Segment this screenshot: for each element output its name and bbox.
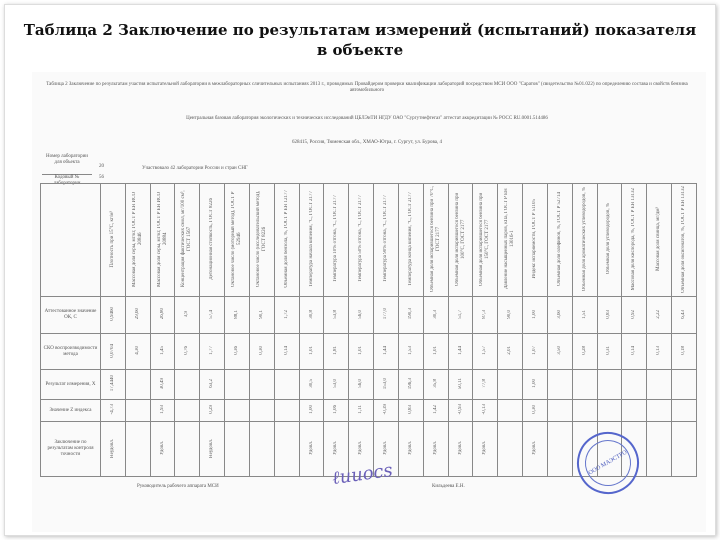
column-header: [473, 184, 498, 297]
column-header: [274, 184, 299, 297]
column-header-text: Температура 50% отгона, °С, ГОСТ 2177: [358, 195, 364, 283]
cell-value: 0,83: [606, 309, 612, 319]
column-header-text: Объемная доля испарившегося бензина при 150°С, ГОСТ 2177: [479, 192, 491, 286]
cell-value: 30,8: [308, 309, 314, 319]
table-cell: [349, 400, 374, 422]
table-cell: [225, 422, 250, 477]
cell-value: Удовл.: [333, 441, 339, 455]
cell-value: Удовл.: [531, 441, 537, 455]
table-cell: [597, 297, 622, 334]
table-cell: [473, 422, 498, 477]
table-cell: [175, 370, 200, 400]
column-header-text: Массовая доля серы, мг/кг, ГОСТ Р ЕН ИСО 20846: [131, 191, 143, 287]
cell-value: 56,0: [358, 379, 364, 388]
table-cell: [299, 370, 324, 400]
cell-value: 1,57: [482, 346, 488, 355]
cell-value: 0,83: [407, 405, 413, 414]
cell-value: Удовл.: [383, 441, 389, 455]
column-header-text: Массовая доля кислорода, %, ГОСТ Р ЕН 13132: [631, 187, 637, 291]
cell-value: 0,31: [606, 346, 612, 355]
table-cell: [175, 400, 200, 422]
table-cell: [547, 370, 572, 400]
column-header-text: Детонационная стойкость, ГОСТ 8226: [209, 198, 215, 280]
signature: ℓuuocs: [330, 459, 395, 490]
table-cell: [647, 400, 672, 422]
table-cell: [647, 422, 672, 477]
stamp-text: ООО МАЭСТРО: [587, 449, 629, 477]
table-cell: [249, 334, 274, 370]
table-cell: [572, 297, 597, 334]
table-cell: [101, 400, 126, 422]
table-cell: [324, 334, 349, 370]
cell-value: 0,18: [681, 346, 687, 355]
cell-value: Удовл.: [159, 441, 165, 455]
row-label: Значение Z индекса: [41, 400, 101, 422]
table-cell: [473, 334, 498, 370]
cell-value: 90,0: [507, 309, 513, 319]
table-cell: [398, 370, 423, 400]
table-cell: [324, 297, 349, 334]
cell-value: 1,07: [531, 346, 537, 355]
table-cell: [225, 370, 250, 400]
table-cell: [448, 334, 473, 370]
table-cell: [498, 422, 523, 477]
cell-value: Удовл.: [358, 441, 364, 455]
table-cell: [299, 334, 324, 370]
cell-value: -0,39: [383, 404, 389, 415]
table-cell: [249, 422, 274, 477]
table-cell: [398, 297, 423, 334]
cell-value: -4,73: [109, 404, 115, 415]
table-cell: [274, 370, 299, 400]
cell-value: 1,44: [383, 346, 389, 355]
cell-value: 3,9: [184, 310, 190, 318]
lab-code: 56: [99, 175, 104, 180]
cell-value: 153,0: [383, 377, 389, 390]
table-cell: [647, 334, 672, 370]
table-cell: [597, 400, 622, 422]
table-cell: [200, 400, 225, 422]
table-cell: [572, 334, 597, 370]
table-row: [41, 297, 697, 334]
column-header: [101, 184, 126, 297]
row-label: Аттестованное значение ОК, С: [41, 297, 101, 334]
table-cell: [299, 422, 324, 477]
lab-number-label: Номер лаборатории для объекта: [46, 154, 88, 165]
cell-value: 0,9460: [109, 307, 115, 321]
table-cell: [547, 334, 572, 370]
table-cell: [274, 422, 299, 477]
table-cell: [672, 422, 697, 477]
cell-value: 0,76: [184, 346, 190, 355]
cell-value: 1,11: [358, 405, 364, 414]
column-header-text: Объемная доля испарившегося бензина при 100°С, ГОСТ 2177: [454, 192, 466, 286]
table-cell: [547, 400, 572, 422]
table-cell: [622, 400, 647, 422]
table-cell: [125, 400, 150, 422]
table-cell: [200, 370, 225, 400]
column-header: [448, 184, 473, 297]
table-cell: [547, 297, 572, 334]
column-header: [622, 184, 647, 297]
cell-value: 2,22: [656, 309, 662, 319]
cell-value: -0,93: [457, 404, 463, 415]
slide-title: Таблица 2 Заключение по результатам измерений (испытаний) показателя в объекте: [23, 21, 697, 59]
column-header-text: Температура 90% отгона, °С, ГОСТ 2177: [383, 195, 389, 283]
table-cell: [523, 400, 548, 422]
column-header-text: Температура 10% отгона, °С, ГОСТ 2177: [333, 195, 339, 283]
header-corner: [41, 184, 101, 297]
table-cell: [473, 400, 498, 422]
column-header: [672, 184, 697, 297]
column-header: [249, 184, 274, 297]
table-cell: [672, 400, 697, 422]
table-cell: [125, 370, 150, 400]
column-header: [597, 184, 622, 297]
cell-value: 3,60: [556, 309, 562, 319]
cell-value: 1,00: [531, 379, 537, 388]
signer-name: Кильдеева Е.Н.: [432, 484, 465, 489]
table-cell: [200, 422, 225, 477]
cell-value: -0,13: [482, 404, 488, 415]
table-cell: [349, 370, 374, 400]
cell-value: Удовл.: [432, 441, 438, 455]
table-cell: [225, 334, 250, 370]
table-cell: [572, 370, 597, 400]
column-header-text: Объемная доля бензола, %, ГОСТ Р ЕН 12177: [283, 190, 289, 288]
table-cell: [547, 422, 572, 477]
column-header-text: Температура начала кипения, °С, ГОСТ 2177: [308, 191, 314, 287]
cell-value: 17,4440: [109, 375, 115, 392]
column-header: [150, 184, 175, 297]
column-header-text: Объемная доля испарившегося бензина при 70°С, ГОСТ 2177: [429, 185, 441, 293]
table-cell: [274, 400, 299, 422]
row-label: Результат измерения, Х: [41, 370, 101, 400]
code-label: Кодовый № лаборатории: [42, 174, 92, 187]
cell-value: 0,29: [209, 405, 215, 414]
cell-value: 1,72: [283, 309, 289, 319]
cell-value: 57,4: [209, 309, 215, 319]
table-cell: [274, 334, 299, 370]
table-cell: [150, 400, 175, 422]
table-cell: [473, 297, 498, 334]
cell-value: 4,30: [134, 346, 140, 355]
cell-value: 90,1: [258, 309, 264, 319]
table-cell: [150, 370, 175, 400]
cell-value: 1,01: [432, 346, 438, 355]
table-cell: [249, 297, 274, 334]
cell-value: 30,3: [432, 309, 438, 319]
column-header-text: Массовая доля серы, мг/кг, ГОСТ Р ЕН ИСО 20884: [156, 191, 168, 287]
table-cell: [150, 334, 175, 370]
table-cell: [423, 334, 448, 370]
cell-value: 87,3: [482, 309, 488, 319]
table-cell: [473, 370, 498, 400]
table-cell: [249, 400, 274, 422]
column-header-text: Плотность при 15°С, кг/м³: [109, 210, 115, 268]
table-cell: [225, 297, 250, 334]
column-header-text: Индекс испаряемости, ГОСТ Р 51105: [531, 199, 537, 279]
column-header-text: Объемная доля углеводородов, %: [606, 203, 612, 275]
cell-value: Удовл.: [308, 441, 314, 455]
cell-value: 1,77: [209, 346, 215, 355]
cell-value: 0,92: [631, 309, 637, 319]
table-cell: [349, 334, 374, 370]
table-cell: [125, 297, 150, 334]
table-cell: [374, 370, 399, 400]
table-cell: [622, 370, 647, 400]
table-cell: [423, 297, 448, 334]
column-header: [374, 184, 399, 297]
column-header-text: Давление насыщенных паров, кПа, ГОСТ Р ЕН 13016-1: [504, 188, 516, 290]
table-cell: [101, 422, 126, 477]
cell-value: 53,0: [333, 379, 339, 388]
signer-title: Руководитель рабочего аппарата МСИ: [137, 484, 219, 489]
column-header-text: Октановое число (моторный метод), ГОСТ Р 52946: [231, 191, 243, 287]
column-header-text: Массовая доля свинца, мг/дм³: [656, 207, 662, 271]
cell-value: 0,14: [283, 346, 289, 355]
column-header: [572, 184, 597, 297]
table-row: [41, 370, 697, 400]
table-cell: [398, 400, 423, 422]
cell-value: 88,1: [234, 309, 240, 319]
column-header: [523, 184, 548, 297]
table-cell: [647, 297, 672, 334]
table-cell: [672, 334, 697, 370]
cell-value: 63,2: [209, 379, 215, 388]
cell-value: 1,45: [159, 346, 165, 355]
table-cell: [374, 297, 399, 334]
table-cell: [572, 400, 597, 422]
table-cell: [448, 400, 473, 422]
cell-value: 51,7: [457, 309, 463, 319]
table-cell: [597, 370, 622, 400]
table-cell: [299, 400, 324, 422]
table-cell: [200, 297, 225, 334]
column-header: [547, 184, 572, 297]
column-header: [175, 184, 200, 297]
table-cell: [622, 334, 647, 370]
cell-value: 26,80: [159, 308, 165, 320]
cell-value: Неудовл.: [209, 438, 215, 458]
cell-value: 77,8: [482, 379, 488, 388]
scanned-document: [32, 72, 706, 532]
table-cell: [299, 297, 324, 334]
table-cell: [125, 334, 150, 370]
table-row: [41, 334, 697, 370]
table-cell: [349, 297, 374, 334]
table-cell: [225, 400, 250, 422]
cell-value: 1,01: [308, 346, 314, 355]
table-cell: [498, 370, 523, 400]
lab-name: Центральная базовая лаборатория экологических и технических исследований ЦБЛЭиТИ НГДУ ОАО "Сургутнефтегаз" аттестат аккредитации № РОСС RU.0001.514486: [186, 116, 548, 121]
table-cell: [374, 334, 399, 370]
table-cell: [597, 334, 622, 370]
table-cell: [175, 422, 200, 477]
table-cell: [448, 297, 473, 334]
cell-value: Неудовл.: [109, 438, 115, 458]
column-header: [324, 184, 349, 297]
table-cell: [324, 370, 349, 400]
column-header: [225, 184, 250, 297]
table-cell: [398, 422, 423, 477]
table-cell: [324, 400, 349, 422]
column-header: [125, 184, 150, 297]
cell-value: 1,42: [432, 405, 438, 414]
column-header: [647, 184, 672, 297]
table-cell: [249, 370, 274, 400]
cell-value: 196,3: [407, 377, 413, 390]
cell-value: 0,28: [581, 346, 587, 355]
cell-value: 1,93: [159, 405, 165, 414]
table-cell: [448, 370, 473, 400]
doc-caption: Таблица 2 Заключение по результатам участия испытательной лаборатории в межлабораторных сличительных испытаниях 2013 г., проводимых Провайдером проверки квалификации лабораторий посредством МСИ ООО "Саратов" (свидетельство №01.022) по определению состава и свойств бензина автомобильного: [46, 82, 688, 93]
cell-value: 1,06: [333, 405, 339, 414]
cell-value: 3,50: [556, 346, 562, 355]
cell-value: 6,43: [681, 309, 687, 319]
row-label: СКО воспроизводимости метода: [41, 334, 101, 370]
cell-value: 0,36: [234, 346, 240, 355]
table-cell: [175, 334, 200, 370]
table-cell: [423, 422, 448, 477]
table-cell: [374, 400, 399, 422]
table-cell: [523, 370, 548, 400]
cell-value: 53,8: [333, 309, 339, 319]
cell-value: 1,00: [531, 309, 537, 319]
column-header: [200, 184, 225, 297]
cell-value: 1,53: [407, 346, 413, 355]
lab-number: 20: [99, 164, 104, 169]
cell-value: 0,30: [531, 405, 537, 414]
table-cell: [101, 370, 126, 400]
cell-value: 177,0: [383, 308, 389, 320]
column-header-text: Объемная доля оксигенатов, %, ГОСТ Р ЕН 13132: [681, 185, 687, 293]
column-header: [423, 184, 448, 297]
table-cell: [150, 297, 175, 334]
column-header: [498, 184, 523, 297]
cell-value: 50,11: [457, 377, 463, 390]
column-header: [398, 184, 423, 297]
table-cell: [523, 422, 548, 477]
table-cell: [200, 334, 225, 370]
table-cell: [423, 370, 448, 400]
table-cell: [448, 422, 473, 477]
column-header-text: Октановое число (исследовательский метод), ГОСТ 8226: [255, 190, 267, 288]
cell-value: 1,44: [457, 346, 463, 355]
column-header-text: Объемная доля ароматических углеводородов, %: [581, 186, 587, 292]
cell-value: 30,49: [159, 377, 165, 390]
cell-value: Удовл.: [457, 441, 463, 455]
cell-value: 2,01: [507, 346, 513, 355]
cell-value: 56,0: [358, 309, 364, 319]
cell-value: Удовл.: [482, 441, 488, 455]
cell-value: 0,0704: [109, 343, 115, 358]
table-cell: [101, 297, 126, 334]
table-cell: [672, 297, 697, 334]
table-cell: [498, 400, 523, 422]
table-cell: [274, 297, 299, 334]
table-cell: [423, 400, 448, 422]
cell-value: 0,14: [631, 346, 637, 355]
table-cell: [498, 334, 523, 370]
column-header: [349, 184, 374, 297]
table-cell: [125, 422, 150, 477]
table-cell: [523, 297, 548, 334]
lab-address: 628415, Россия, Тюменская обл., ХМАО-Югра, г. Сургут, ул. Бурова, 4: [292, 140, 442, 145]
table-cell: [523, 334, 548, 370]
table-cell: [398, 334, 423, 370]
table-cell: [150, 422, 175, 477]
column-header: [299, 184, 324, 297]
cell-value: 30,5: [308, 379, 314, 388]
header-row: [41, 184, 697, 297]
row-label: Заключение по результатам контроля точности: [41, 422, 101, 477]
table-cell: [647, 370, 672, 400]
column-header-text: Концентрация фактических смол, мг/100 см³, ГОСТ 1567: [181, 190, 193, 288]
cell-value: 29,60: [134, 308, 140, 320]
column-header-text: Объемная доля олефинов, %, ГОСТ Р 52714: [556, 192, 562, 286]
cell-value: 0,30: [258, 346, 264, 355]
table-row: [41, 400, 697, 422]
table-cell: [175, 297, 200, 334]
table-cell: [622, 297, 647, 334]
participants: Участвовало 42 лаборатории России и стран СНГ: [142, 166, 248, 171]
cell-value: 1,51: [581, 309, 587, 319]
table-cell: [101, 334, 126, 370]
cell-value: 190,3: [407, 308, 413, 320]
cell-value: 0,13: [656, 346, 662, 355]
cell-value: 1,81: [333, 346, 339, 355]
cell-value: Удовл.: [407, 441, 413, 455]
table-cell: [672, 370, 697, 400]
cell-value: 35,8: [432, 379, 438, 388]
cell-value: 1,01: [358, 346, 364, 355]
cell-value: 1,00: [308, 405, 314, 414]
table-cell: [498, 297, 523, 334]
column-header-text: Температура конца кипения, °С, ГОСТ 2177: [407, 192, 413, 286]
